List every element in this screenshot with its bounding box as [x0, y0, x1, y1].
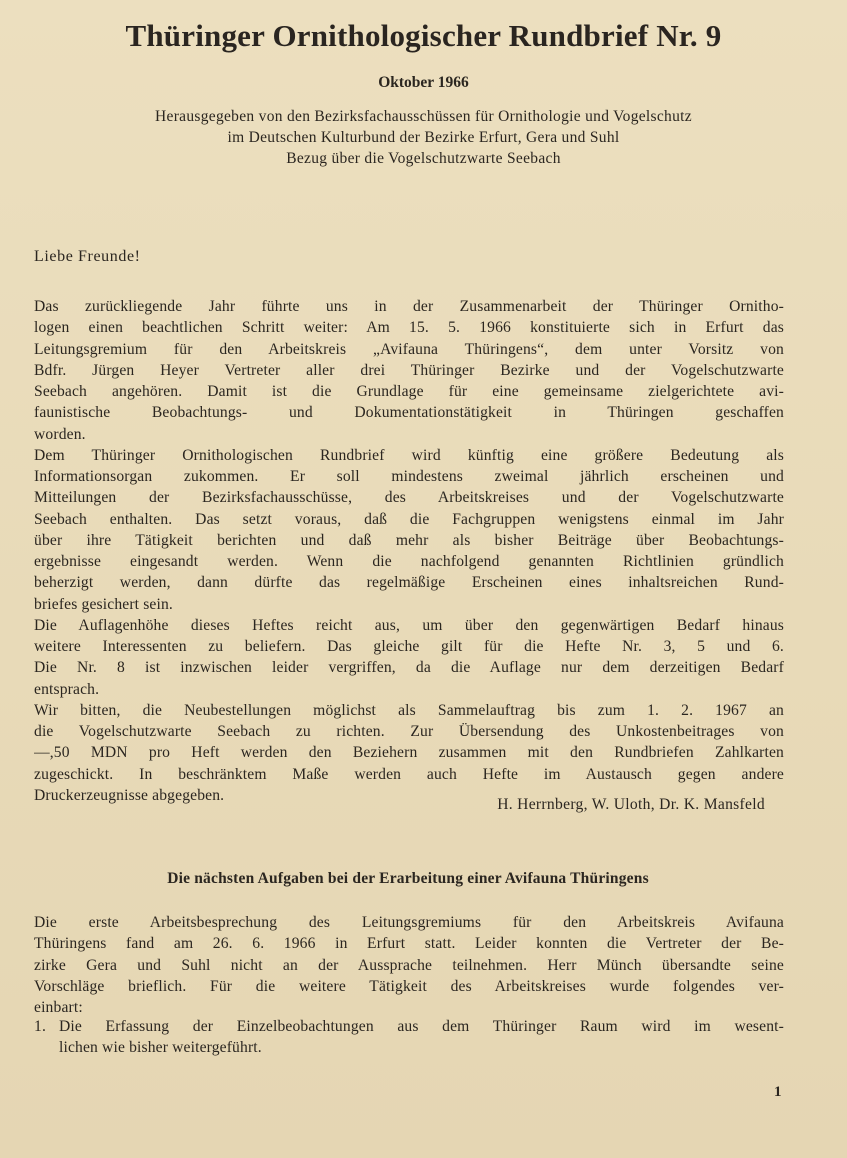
text-line: Informationsorgan zukommen. Er soll mindestens zweimal jährlich erscheinen und: [34, 468, 784, 485]
text-line: Dem Thüringer Ornithologischen Rundbrief wird künftig eine größere Bedeutung als: [34, 446, 784, 464]
issue-date: Oktober 1966: [378, 74, 469, 91]
text-line: Die erste Arbeitsbesprechung des Leitungsgremiums für den Arbeitskreis Avifauna: [34, 914, 784, 931]
text-line: Mitteilungen der Bezirksfachausschüsse, des Arbeitskreises und der Vogelschutzwarte: [34, 489, 784, 507]
text-line: Die Nr. 8 ist inzwischen leider vergriffen, da die Auflage nur dem derzeitigen Bedarf: [34, 659, 784, 677]
publisher-line: Bezug über die Vogelschutzwarte Seebach: [286, 150, 561, 167]
text-line: beherzigt werden, dann dürfte das regelmäßige Erscheinen eines inhaltsreichen Rund-: [34, 574, 784, 592]
text-line: die Vogelschutzwarte Seebach zu richten. Zur Übersendung des Unkostenbeitrages von: [34, 723, 784, 740]
numbered-list: [34, 1016, 784, 1059]
letter-greeting: Liebe Freunde!: [34, 248, 141, 265]
text-line: logen einen beachtlichen Schritt weiter: Am 15. 5. 1966 konstituierte sich in Erfurt das: [34, 319, 784, 337]
list-item-number: 1.: [34, 1018, 46, 1035]
text-line: Die Erfassung der Einzelbeobachtungen aus dem Thüringer Raum wird im wesent-: [59, 1018, 784, 1035]
text-line: Thüringens fand am 26. 6. 1966 in Erfurt statt. Leider konnten die Vertreter der Be-: [34, 935, 784, 953]
text-line: ergebnisse eingesandt werden. Wenn die nachfolgend genannten Richtlinien gründlich: [34, 553, 784, 570]
text-line: Das zurückliegende Jahr führte uns in der Zusammenarbeit der Thüringer Ornitho-: [34, 298, 784, 315]
text-line: Wir bitten, die Neubestellungen möglichst als Sammelauftrag bis zum 1. 2. 1967 an: [34, 701, 784, 719]
page-number: 1: [774, 1084, 782, 1100]
list-item-text: [59, 1016, 784, 1059]
text-line: Seebach angehören. Damit ist die Grundlage für eine gemeinsame zielgerichtete avi-: [34, 383, 784, 400]
text-line: Druckerzeugnisse abgegeben.: [34, 786, 225, 804]
text-line: lichen wie bisher weitergeführt.: [59, 1039, 262, 1057]
letter-body: [34, 296, 784, 806]
text-line: Seebach enthalten. Das setzt voraus, daß die Fachgruppen wenigstens einmal im Jahr: [34, 510, 784, 528]
text-line: Leitungsgremium für den Arbeitskreis „Avifauna Thüringens“, dem unter Vorsitz von: [34, 340, 784, 358]
text-line: Vorschläge brieflich. Für die weitere Tätigkeit des Arbeitskreises wurde folgendes ver-: [34, 977, 784, 995]
text-line: einbart:: [34, 999, 83, 1016]
section-body: [34, 912, 784, 1018]
text-line: faunistische Beobachtungs- und Dokumentationstätigkeit in Thüringen geschaffen: [34, 404, 784, 422]
publisher-info: [0, 106, 847, 169]
text-line: über ihre Tätigkeit berichten und daß mehr als bisher Beiträge über Beobachtungs-: [34, 531, 784, 549]
text-line: Bdfr. Jürgen Heyer Vertreter aller drei Thüringer Bezirke und der Vogelschutzwarte: [34, 361, 784, 379]
list-item: [34, 1016, 784, 1059]
letter-signature: H. Herrnberg, W. Uloth, Dr. K. Mansfeld: [497, 796, 765, 813]
text-line: weitere Interessenten zu beliefern. Das gleiche gilt für die Hefte Nr. 3, 5 und 6.: [34, 638, 784, 655]
text-line: entsprach.: [34, 680, 100, 698]
text-line: zugeschickt. In beschränktem Maße werden auch Hefte im Austausch gegen andere: [34, 765, 784, 783]
text-line: —,50 MDN pro Heft werden den Beziehern zusammen mit den Rundbriefen Zahlkarten: [34, 744, 784, 762]
publisher-line: Herausgegeben von den Bezirksfachausschüssen für Ornithologie und Vogelschutz: [155, 108, 692, 125]
text-line: zirke Gera und Suhl nicht an der Aussprache teilnehmen. Herr Münch übersandte seine: [34, 956, 784, 974]
text-line: briefes gesichert sein.: [34, 595, 173, 613]
publisher-line: im Deutschen Kulturbund der Bezirke Erfurt, Gera und Suhl: [227, 129, 620, 146]
text-line: worden.: [34, 425, 86, 443]
section-heading: Die nächsten Aufgaben bei der Erarbeitung einer Avifauna Thüringens: [167, 870, 649, 887]
newsletter-title: Thüringer Ornithologischer Rundbrief Nr. 9: [125, 18, 722, 53]
text-line: Die Auflagenhöhe dieses Heftes reicht aus, um über den gegenwärtigen Bedarf hinaus: [34, 616, 784, 634]
